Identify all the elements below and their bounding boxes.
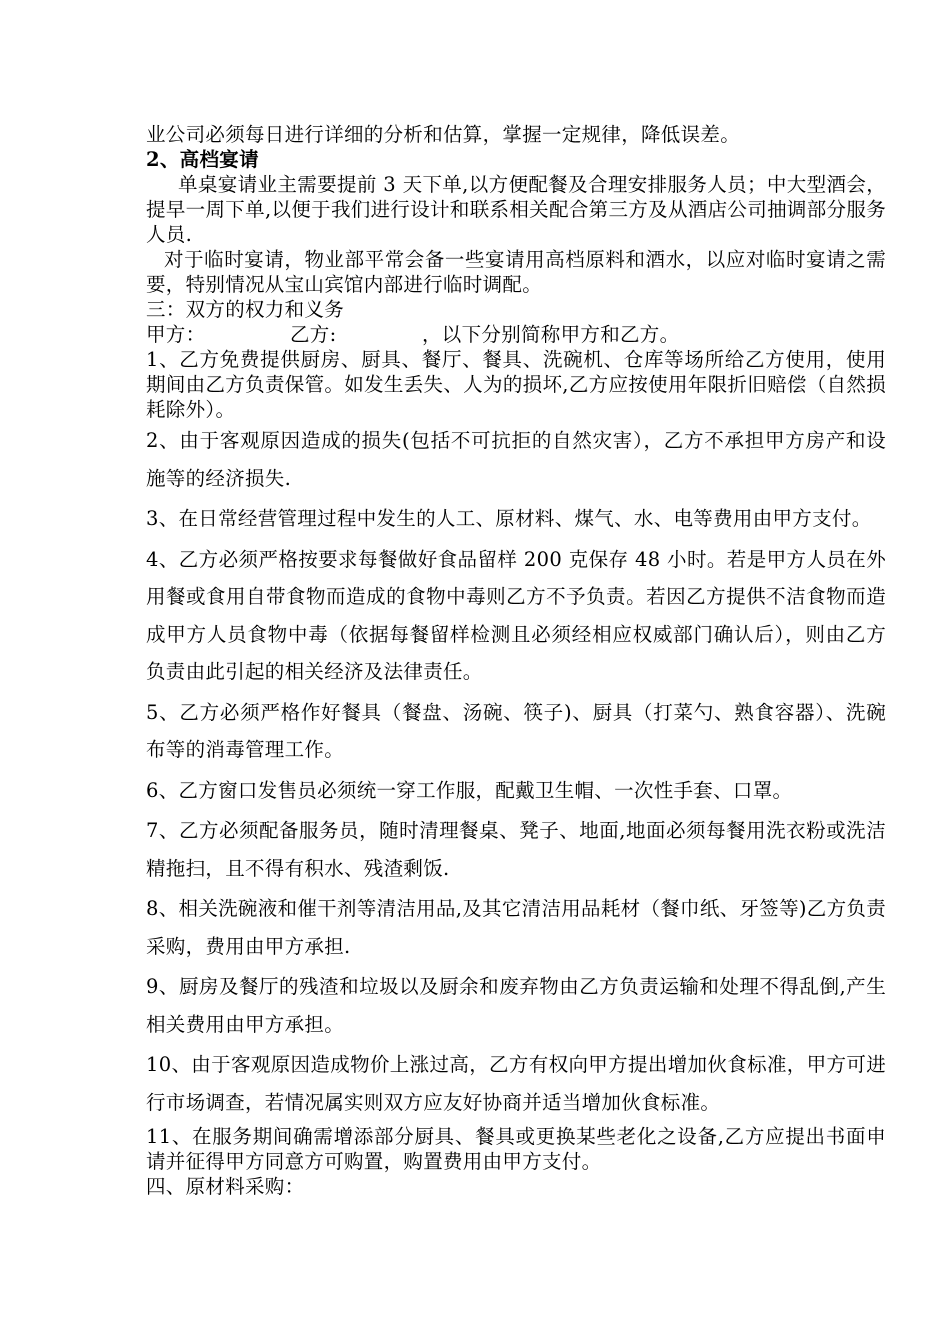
parties-line xyxy=(146,322,886,347)
list-item: 5、乙方必须严格作好餐具（餐盘、汤碗、筷子)、厨具（打菜勺、熟食容器）、洗碗布等的消毒管理工作。 xyxy=(146,700,886,761)
parties-note: ，以下分别简称甲方和乙方。 xyxy=(422,323,680,346)
list-item: 2、由于客观原因造成的损失(包括不可抗拒的自然灾害），乙方不承担甲方房产和设施等的经济损失. xyxy=(146,429,886,490)
document-page xyxy=(146,122,886,1199)
paragraph-continuation: 业公司必须每日进行详细的分析和估算，掌握一定规律，降低误差。 xyxy=(146,123,741,146)
heading-high-end-banquet: 2、高档宴请 xyxy=(146,148,259,171)
list-item: 1、乙方免费提供厨房、厨具、餐厅、餐具、洗碗机、仓库等场所给乙方使用，使用期间由乙方负责保管。如发生丢失、人为的损坏,乙方应按使用年限折旧赔偿（自然损耗除外）。 xyxy=(146,348,886,421)
list-item: 11、在服务期间确需增添部分厨具、餐具或更换某些老化之设备,乙方应提出书面申请并征得甲方同意方可购置，购置费用由甲方支付。 xyxy=(146,1125,886,1173)
list-item: 8、相关洗碗液和催干剂等清洁用品,及其它清洁用品耗材（餐巾纸、牙签等)乙方负责采购，费用由甲方承担. xyxy=(146,897,886,958)
list-item: 7、乙方必须配备服务员，随时清理餐桌、凳子、地面,地面必须每餐用洗衣粉或洗洁精拖扫，且不得有积水、残渣剩饭. xyxy=(146,819,886,880)
list-item: 4、乙方必须严格按要求每餐做好食品留样 200 克保存 48 小时。若是甲方人员在外用餐或食用自带食物而造成的食物中毒则乙方不予负责。若因乙方提供不洁食物而造成甲方人员食物中毒（依据每餐留样检测且必须经相应权威部门确认后），则由乙方负责由此引起的相关经济及法律责任。 xyxy=(146,547,886,683)
section-rights-obligations: 三：双方的权力和义务 xyxy=(146,298,345,321)
paragraph-temporary-banquet: 对于临时宴请，物业部平常会备一些宴请用高档原料和酒水，以应对临时宴请之需要，特别情况从宝山宾馆内部进行临时调配。 xyxy=(146,248,886,296)
list-item: 10、由于客观原因造成物价上涨过高，乙方有权向甲方提出增加伙食标准，甲方可进行市场调查，若情况属实则双方应友好协商并适当增加伙食标准。 xyxy=(146,1053,886,1114)
section-raw-material-purchase: 四、原材料采购： xyxy=(146,1175,305,1198)
list-item: 6、乙方窗口发售员必须统一穿工作服，配戴卫生帽、一次性手套、口罩。 xyxy=(146,778,793,802)
paragraph-banquet-order: 单桌宴请业主需要提前 3 天下单,以方便配餐及合理安排服务人员；中大型酒会，提早一周下单,以便于我们进行设计和联系相关配合第三方及从酒店公司抽调部分服务人员. xyxy=(146,173,886,246)
list-item: 9、厨房及餐厅的残渣和垃圾以及厨余和废弃物由乙方负责运输和处理不得乱倒,产生相关费用由甲方承担。 xyxy=(146,975,886,1036)
party-a-label: 甲方： xyxy=(146,323,206,346)
party-b-label: 乙方: xyxy=(290,323,337,346)
list-item: 3、在日常经营管理过程中发生的人工、原材料、煤气、水、电等费用由甲方支付。 xyxy=(146,507,872,530)
